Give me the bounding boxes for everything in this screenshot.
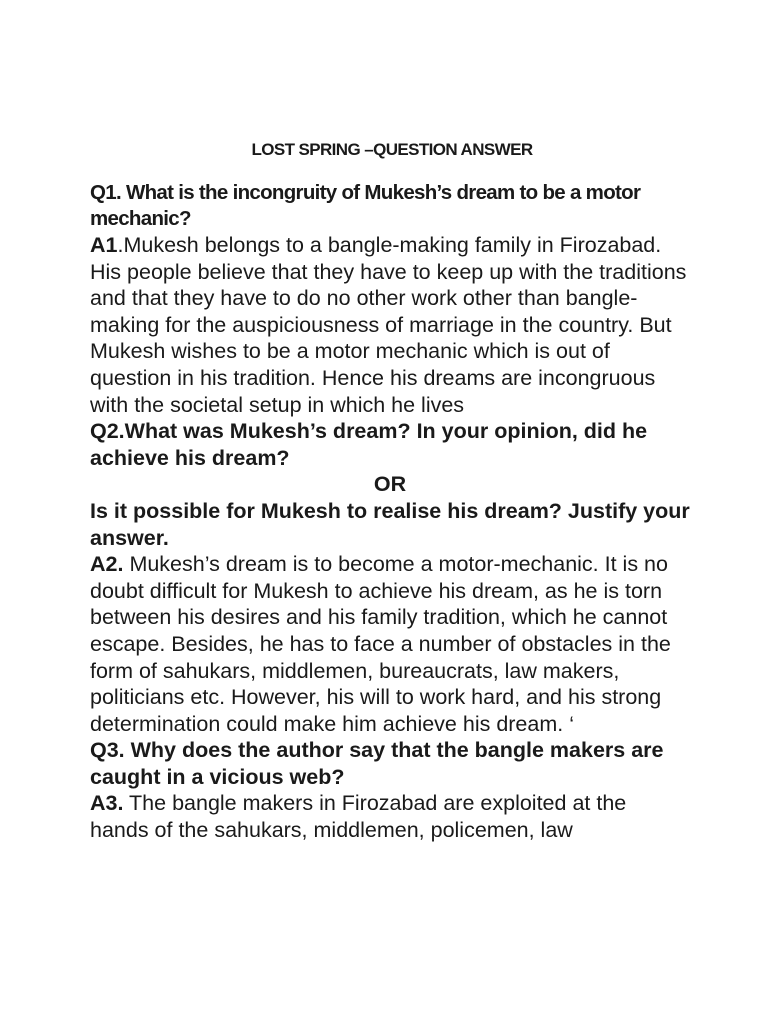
answer-1-text: .Mukesh belongs to a bangle-making family in Firozabad. His people believe that they have to keep up with the traditions and that they have to do no other work other than bangle-making for the auspiciousness of marriage in the country. But Mukesh wishes to be a motor mechanic which is out of question in his tradition. Hence his dreams are incongruous with the societal setup in which he lives — [90, 233, 687, 417]
answer-3-label: A3. — [90, 791, 124, 816]
answer-3-text: The bangle makers in Firozabad are exploited at the hands of the sahukars, middlemen, policemen, law — [90, 791, 627, 843]
answer-2 — [90, 551, 690, 737]
question-1: Q1. What is the incongruity of Mukesh’s dream to be a motor mechanic? — [90, 181, 641, 230]
answer-3 — [90, 790, 690, 843]
answer-1-label: A1 — [90, 233, 118, 257]
answer-2-text: Mukesh’s dream is to become a motor-mechanic. It is no doubt difficult for Mukesh to achieve his dream, as he is torn between his desires and his family tradition, which he cannot escape. Besides, he has to face a number of obstacles in the form of sahukars, middlemen, bureaucrats, law makers, politicians etc. However, his will to work hard, and his strong determination could make him achieve his dream. ‘ — [90, 552, 671, 736]
question-2: Q2.What was Mukesh’s dream? In your opinion, did he achieve his dream? — [90, 419, 648, 470]
or-separator: OR — [373, 472, 407, 497]
document-page — [90, 140, 690, 844]
answer-1 — [90, 232, 690, 418]
question-2-alternate: Is it possible for Mukesh to realise his dream? Justify your answer. — [90, 498, 690, 550]
answer-2-label: A2. — [90, 552, 124, 577]
document-title: LOST SPRING –QUESTION ANSWER — [251, 140, 533, 159]
question-3: Q3. Why does the author say that the bangle makers are caught in a vicious web? — [90, 738, 664, 789]
